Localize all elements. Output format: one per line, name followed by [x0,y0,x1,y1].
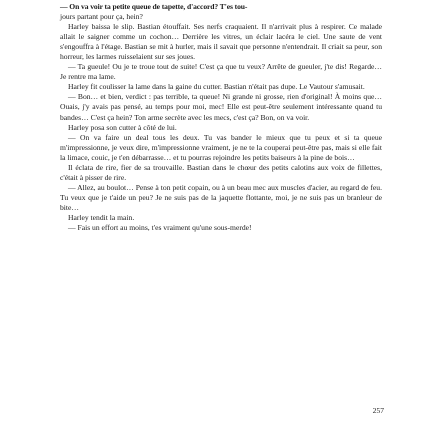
paragraph-1: jours partant pour ça, hein? [60,12,143,22]
paragraph-7: — On va faire un deal tous les deux. Tu vas bander le mieux que tu peux et si ta queue m'impressionne, je veux dire, m'impressionne vraiment, je ne te la couperai peut-être pas, mais si elle fait la limace, couic, je t'en débarrasse… et tu pourras rejoindre les petits baiseurs à la pine de bois… [60,132,382,162]
paragraph-10: Harley tendit la main. [68,212,135,222]
header-line: — On va voir ta petite queue de tapette, d'accord? T'es tou- [60,2,248,11]
page-text [60,2,382,233]
page-number: 257 [372,406,384,415]
paragraph-2: Harley baissa le slip. Bastian étouffait. Ses nerfs craquaient. Il n'arrivait plus à respirer. Ce malade allait le saigner comme un cochon… Derrière les vitres, un éclair lacéra le ciel. Une saute de vent s'engouffra à l'étage. Bastian se mit à hurler, mais il savait que personne n'entendrait. Il criait sa peur, son horreur, les larmes ruisselaient sur ses joues. [60,22,382,62]
paragraph-8: Il éclata de rire, fier de sa trouvaille. Bastian dans le chœur des petits calotins aux voix de fillettes, c'était à pisser de rire. [60,162,382,182]
paragraph-6: Harley posa son cutter à côté de lui. [68,122,177,132]
paragraph-5: — Bon… et bien, verdict : pas terrible, ta queue! Ni grande ni grosse, rien d'original! À moins que… Ouais, j'y avais pas pensé, au temps pour moi, mec! Elle est peut-être seulement intéressante quand tu bandes… C'est ça hein? Ton arme secrète avec les mecs, c'est ça? Bon, on va voir. [60,92,382,122]
paragraph-11: — Fais un effort au moins, t'es vraiment qu'une sous-merde! [68,223,252,233]
paragraph-3: — Ta gueule! Ou je te troue tout de suite! C'est ça que tu veux? Arrête de gueuler, j'te dis! Regarde… Je rentre ma lame. [60,62,382,82]
paragraph-4: Harley fit coulisser la lame dans la gaine du cutter. Bastian n'était pas dupe. Le Vautour s'amusait. [68,82,365,92]
paragraph-9: — Allez, au boulot… Pense à ton petit copain, ou à un beau mec aux muscles d'acier, au regard de feu. Tu veux que je t'aide un peu? Je ne suis pas de la jaquette flottante, moi, je ne suis pas un branleur de bite… [60,182,382,212]
